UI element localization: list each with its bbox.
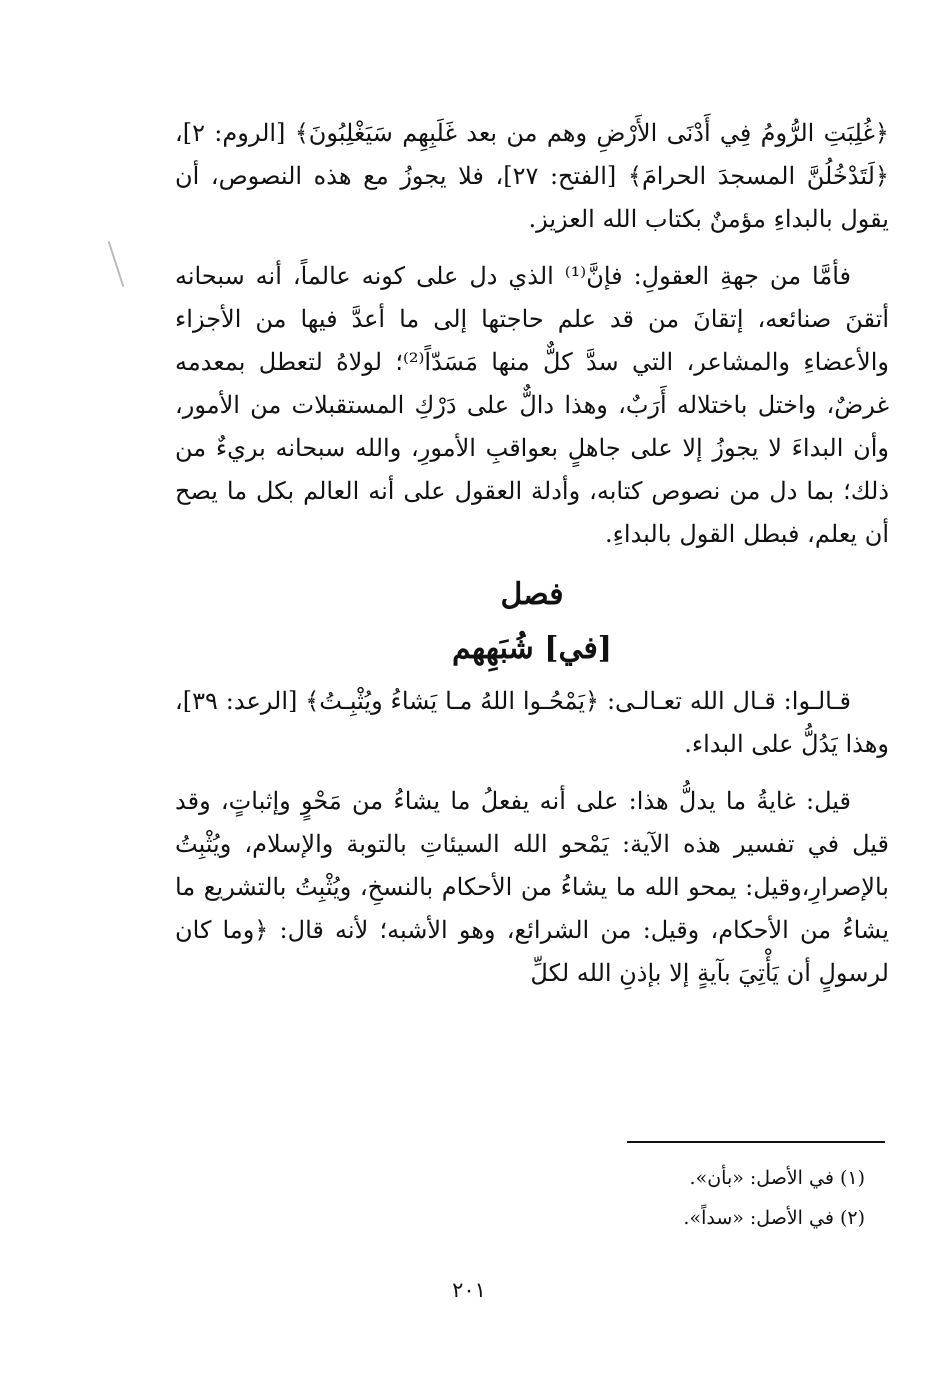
paragraph-response: قيل: غايةُ ما يدلُّ هذا: على أنه يفعلُ ما يشاءُ من مَحْوٍ وإثباتٍ، وقد قيل في تفسير هذه الآية: يَمْحو الله السيئاتِ بالتوبة والإسلام، ويُثْبِتُ بالإصرارِ،وقيل: يمحو الله ما يشاءُ من الأحكام بالنسخِ، ويُثْبِتُ بالتشريع ما يشاءُ من الأحكام، وقيل: من الشرائع، وهو الأشبه؛ لأنه قال: ﴿وما كان لرسولٍ أن يَأْتِيَ بآيةٍ إلا بإذنِ الله لكلِّ [175,787,889,987]
paragraph-quran-citations: ﴿غُلِبَتِ الرُّومُ فِي أَدْنَى الأَرْضِ وهم من بعد غَلَبِهِم سَيَغْلِبُونَ﴾ [الروم: ٢]، ﴿لَتَدْخُلُنَّ المسجدَ الحرامَ﴾ [الفتح: ٢٧]، فلا يجوزُ مع هذه النصوص، أن يقول بالبداءِ مؤمنٌ بكتاب الله العزيز. [175,119,889,233]
footnotes [175,1158,865,1238]
scan-mark [108,241,125,287]
paragraph-rational-argument: فأمَّا من جهةِ العقولِ: فإنَّ⁽¹⁾ الذي دل على كونه عالماً، أنه سبحانه أتقنَ صنائعه، إتقانَ من قد علم حاجتها إلى ما أعدَّ فيها من الأجزاء والأعضاءِ والمشاعر، التي سدَّ كلٌّ منها مَسَدّاً⁽²⁾؛ لولاهُ لتعطل بمعدمه غرضٌ، واختل باختلاله أَرَبٌ، وهذا دالٌّ على دَرْكِ المستقبلات من الأمور، وأن البداءَ لا يجوزُ إلا على جاهلٍ بعواقبِ الأمورِ، والله سبحانه بريءٌ من ذلك؛ بما دل من نصوص كتابه، وأدلة العقول على أنه العالم بكل ما يصح أن يعلم، فبطل القول بالبداءِ. [175,262,889,548]
section-subtitle: [في] شُبَهِهم [452,631,612,666]
paragraph-objection: قـالـوا: قـال الله تعـالـى: ﴿يَمْحُـوا اللهُ مـا يَشاءُ ويُثْبِـتُ﴾ [الرعد: ٣٩]، وهذا يَدُلُّ على البداء. [175,687,889,758]
main-text [175,112,889,1009]
footnote-separator [627,1141,885,1143]
page-number: ٢٠١ [452,1278,486,1302]
section-title: فصل [500,577,564,612]
footnote-1: (١) في الأصل: «بأن». [689,1167,865,1189]
footnote-2: (٢) في الأصل: «سداً». [683,1207,865,1229]
